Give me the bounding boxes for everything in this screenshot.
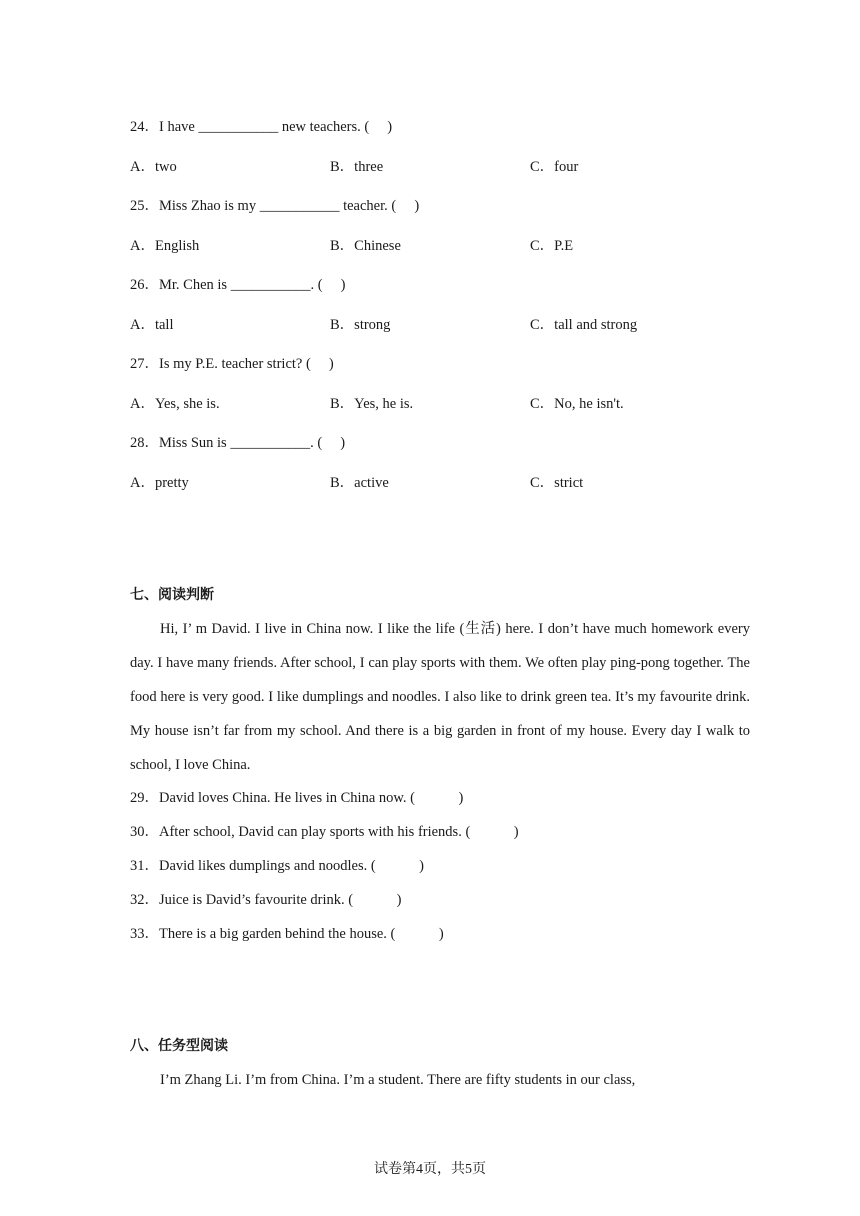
option-27-c: C．No, he isn't. xyxy=(530,396,624,412)
option-25-c: C．P.E xyxy=(530,238,574,254)
option-26-c: C．tall and strong xyxy=(530,317,638,333)
question-26: 26．Mr. Chen is ___________. ( ) xyxy=(130,277,346,293)
section-7-heading: 七、阅读判断 xyxy=(130,587,214,603)
judgement-30: 30．After school, David can play sports with his friends. ( ) xyxy=(130,824,519,840)
question-24: 24．I have ___________ new teachers. ( ) xyxy=(130,119,393,135)
page-footer: 试卷第4页，共5页 xyxy=(374,1162,486,1177)
section-8-heading: 八、任务型阅读 xyxy=(130,1038,228,1054)
option-25-b: B．Chinese xyxy=(330,238,401,254)
option-24-b: B．three xyxy=(330,159,384,175)
option-28-c: C．strict xyxy=(530,475,584,491)
option-24-a: A．two xyxy=(130,159,177,175)
question-25: 25．Miss Zhao is my ___________ teacher. ( ) xyxy=(130,198,420,214)
question-28: 28．Miss Sun is ___________. ( ) xyxy=(130,435,346,451)
judgement-31: 31．David likes dumplings and noodles. ( ) xyxy=(130,858,425,874)
option-28-b: B．active xyxy=(330,475,389,491)
option-28-a: A．pretty xyxy=(130,475,189,491)
option-27-b: B．Yes, he is. xyxy=(330,396,414,412)
option-24-c: C．four xyxy=(530,159,579,175)
question-27: 27．Is my P.E. teacher strict? ( ) xyxy=(130,356,334,372)
option-25-a: A．English xyxy=(130,238,200,254)
judgement-32: 32．Juice is David’s favourite drink. ( ) xyxy=(130,892,402,908)
judgement-33: 33．There is a big garden behind the house. ( ) xyxy=(130,926,444,942)
section-8-passage: I’m Zhang Li. I’m from China. I’m a student. There are fifty students in our class, xyxy=(160,1072,636,1088)
option-27-a: A．Yes, she is. xyxy=(130,396,220,412)
option-26-b: B．strong xyxy=(330,317,391,333)
section-7-passage: Hi, I’ m David. I live in China now. I like the life (生活) here. I don’t have much homework every day. I have many friends. After school, I can play sports with them. We often play ping-pong together. The food here is very good. I like dumplings and noodles. I also like to drink green tea. It’s my favourite drink. My house isn’t far from my school. And there is a big garden in front of my house. Every day I walk to school, I love China. xyxy=(130,621,750,773)
option-26-a: A．tall xyxy=(130,317,174,333)
judgement-29: 29．David loves China. He lives in China now. ( ) xyxy=(130,790,464,806)
